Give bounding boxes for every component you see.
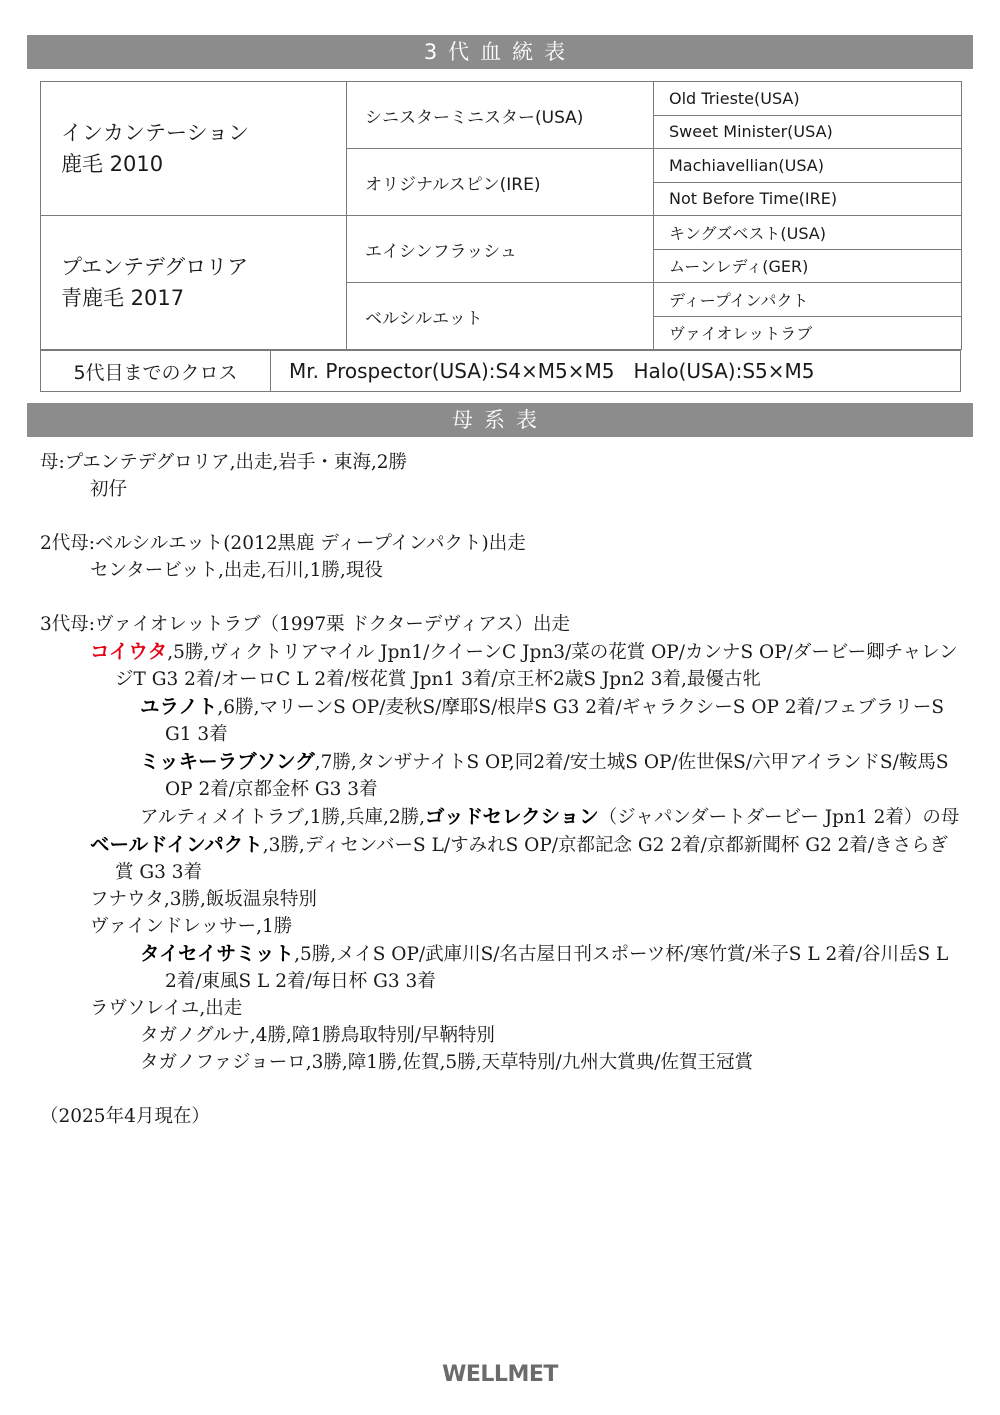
mickey-entry [40,748,962,803]
koiuta-name: コイウタ [90,640,168,663]
wellmet-logo: WELLMET [442,1362,558,1387]
sire-dam-sire: Machiavellian(USA) [654,149,962,183]
mickey-record: ,7勝,タンザナイトS OP,同2着/安土城S OP/佐世保S/六甲アイランドS/鞍馬S OP 2着/京都金杯 G3 3着 [165,752,949,800]
second-dam-line: 2代母:ベルシルエット(2012黒鹿 ディープインパクト)出走 [40,533,526,554]
sire-name: インカンテーション [61,120,250,145]
koiuta-entry [40,638,962,693]
sire-dam: オリジナルスピン(IRE) [347,149,654,216]
taga1-line: タガノグルナ,4勝,障1勝鳥取特別/早鞆特別 [140,1025,495,1046]
pedigree-banner: 3代血統表 [27,35,973,69]
sire-sire-sire: Old Trieste(USA) [654,82,962,116]
taisei-record: ,5勝,メイS OP/武庫川S/名古屋日刊スポーツ杯/寒竹賞/米子S L 2着/谷川岳S L 2着/東風S L 2着/毎日杯 G3 3着 [165,944,949,992]
veil-record: ,3勝,ディセンバーS L/すみれS OP/京都記念 G2 2着/京都新聞杯 G2 2着/きさらぎ賞 G3 3着 [115,835,949,883]
dam-sire-dam: ムーンレディ(GER) [654,249,962,283]
dam-name: プエンテデグロリア [61,254,249,279]
dam-sire-sire: キングズベスト(USA) [654,216,962,250]
yuranoto-name: ユラノト [140,695,218,718]
lavo-line: ラヴソレイユ,出走 [90,998,243,1019]
second-dam-child-line: センタービット,出走,石川,1勝,現役 [90,560,383,581]
as-of-date: （2025年4月現在） [40,1106,210,1127]
yuranoto-entry [40,693,962,748]
dam-sire: エイシンフラッシュ [347,216,654,283]
sire-detail: 鹿毛 2010 [61,151,164,176]
cross-label: 5代目までのクロス [41,351,271,392]
dam-dam-sire: ディープインパクト [654,283,962,317]
dam-detail: 青鹿毛 2017 [61,285,185,310]
sire-dam-dam: Not Before Time(IRE) [654,182,962,216]
sire-sire: シニスターミニスター(USA) [347,82,654,149]
family-table [40,449,962,1130]
vine-line: ヴァインドレッサー,1勝 [90,916,293,937]
inbreeding-cross-row [40,350,961,392]
family-banner: 母系表 [27,403,973,437]
dam-dam-dam: ヴァイオレットラブ [654,316,962,350]
funauta-line: フナウタ,3勝,飯坂温泉特別 [90,889,317,910]
sire-sire-dam: Sweet Minister(USA) [654,115,962,149]
mickey-name: ミッキーラブソング [140,750,315,773]
taisei-name: タイセイサミット [140,942,295,965]
veil-name: ベールドインパクト [90,833,263,856]
sire-cell [41,82,347,216]
god-selection-record: （ジャパンダートダービー Jpn1 2着）の母 [598,807,960,828]
cross-value: Mr. Prospector(USA):S4×M5×M5 Halo(USA):S5×M5 [271,351,961,392]
taisei-entry [40,940,962,995]
ultimate-record: アルティメイトラブ,1勝,兵庫,2勝, [140,807,425,828]
yuranoto-record: ,6勝,マリーンS OP/麦秋S/摩耶S/根岸S G3 2着/ギャラクシーS OP 2着/フェブラリーS G1 3着 [165,697,945,745]
third-dam-line: 3代母:ヴァイオレットラブ（1997栗 ドクターデヴィアス）出走 [40,614,570,635]
ultimate-entry [40,803,962,831]
veil-entry [40,831,962,886]
god-selection-name: ゴッドセレクション [424,805,599,828]
pedigree-table [40,81,962,350]
taga2-line: タガノファジョーロ,3勝,障1勝,佐賀,5勝,天草特別/九州大賞典/佐賀王冠賞 [140,1052,753,1073]
dam-cell [41,216,347,350]
dam-dam: ベルシルエット [347,283,654,350]
koiuta-record: ,5勝,ヴィクトリアマイル Jpn1/クイーンC Jpn3/菜の花賞 OP/カンナS OP/ダービー卿チャレンジT G3 2着/オーロC L 2着/桜花賞 Jpn1 3着/京王杯2歳S Jpn2 3着,最優古牝 [115,642,958,690]
dam-child-line: 初仔 [90,479,128,500]
dam-line: 母:プエンテデグロリア,出走,岩手・東海,2勝 [40,452,407,473]
